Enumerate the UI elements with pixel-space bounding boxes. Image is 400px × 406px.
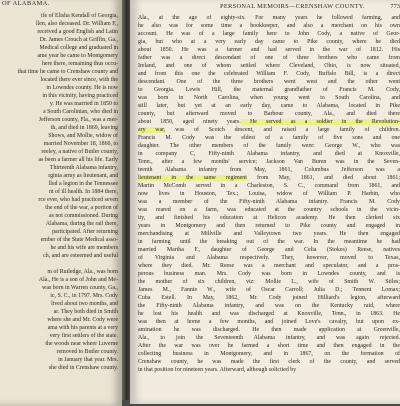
left-text-line: as not commissioned. During — [48, 213, 118, 219]
right-text-line — [138, 150, 400, 158]
left-text-line: reeley, a native of Butler county, — [41, 149, 118, 155]
left-text-line: y. He was married in 1850 to — [49, 101, 118, 107]
right-text-line — [138, 230, 400, 238]
right-text-line — [138, 294, 400, 302]
left-text-line: rce ever, who had practiced seven — [38, 197, 118, 203]
right-text-line — [138, 102, 400, 110]
left-text-line: the woods near where Luverne — [45, 341, 118, 347]
left-text-line: the end of the war, a portion of — [45, 205, 118, 211]
line-text: Francis M. Cody was the eldest of a family of five sons and one — [138, 135, 400, 141]
left-text-line: received a good English and Latin — [37, 29, 118, 35]
right-text-line — [138, 14, 400, 22]
line-text: he also was for some time a bookkeeper, and also a merchant on his own — [138, 23, 400, 29]
left-text-line: ember of the State Medical asso- — [40, 237, 118, 243]
left-text-line: removed to Butler county. — [56, 349, 118, 355]
line-text: was of Scotch descent, and raised a large family of children. — [165, 127, 400, 133]
left-text-line: she died in Crenshaw county. — [48, 365, 118, 371]
right-text-line — [138, 214, 400, 222]
right-text-line — [138, 38, 400, 46]
left-text-line: here there, remaining thus occu- — [41, 61, 118, 67]
highlighted-text: lieutenant in the same regiment — [138, 175, 247, 181]
left-text-line: lived about two months, and — [51, 301, 118, 307]
left-page — [0, 0, 122, 406]
left-text-line: participated. After returning — [52, 229, 118, 235]
right-text-line — [138, 198, 400, 206]
line-text: Cuba Estell. In May, 1862, Mr. Cody joined Hilliard's legion, afterward — [138, 295, 400, 301]
right-text-line — [138, 182, 400, 190]
left-text-line — [2, 260, 118, 268]
right-text-line — [138, 78, 400, 86]
line-text: perous business man. Mrs. Cody was born in Lowndes county, and is — [138, 271, 400, 277]
right-text-line — [138, 342, 400, 350]
left-text-line: ic, S. C., in 1797. Mrs. Cody — [50, 293, 118, 299]
left-text-line: Alabama, during the rail there, — [45, 221, 118, 227]
right-text-line — [138, 350, 400, 358]
line-text: he lost his health and was discharged at Knoxville, Tenn., in 1863. He — [138, 311, 400, 317]
right-text-line — [138, 286, 400, 294]
line-text: was born in North Carolina, when young went to South Carolina, and — [138, 95, 400, 101]
right-text-line — [138, 134, 400, 142]
right-text-line — [138, 318, 400, 326]
right-text-line — [138, 46, 400, 54]
right-text-line — [138, 246, 400, 254]
left-text-line: married November 18, 1860, to — [43, 141, 118, 147]
line-text: still later, but yet at an early day, came to Alabama, located in Pike — [138, 103, 400, 109]
left-text-line: Dr. James Crouch at Griffin, Ga., — [39, 37, 118, 43]
left-text-line: Medical college and graduated in — [39, 45, 118, 51]
left-text-line: in January that year. Mrs. — [58, 357, 118, 363]
left-text-line: lled a legion in the Tennessee — [48, 181, 118, 187]
line-text: James M., Fannie W., wife of Oscar Carroll; Julia D.; Tennent Lomax; — [138, 287, 400, 293]
line-text: now lives in Houston, Tex.; Louisa, widow of William P. Harbin, who — [138, 191, 400, 197]
line-text: the mother of six children, viz: Mollie L., wife of Smith W. Stiles; — [138, 279, 400, 285]
left-text-line: ame year he came to Montgomery — [37, 53, 118, 59]
line-text: of Virginia and Alabama respectively. They, however, moved to Texas, — [138, 255, 400, 261]
left-text-line: ch, and are esteemed and useful — [43, 253, 118, 259]
line-text: collecting business in Montgomery, and in 1867, on the formation of — [138, 351, 400, 357]
line-text: in that position for nineteen years. Afterward, although solicited by — [138, 367, 297, 373]
line-text: Ireland, and one of whom settled where Cleveland, Ohio, is now situated, — [138, 63, 400, 69]
left-text-line: rginia army as lieutenant, and — [48, 173, 118, 179]
line-text: the Fifty-ninth Alabama infantry, and was on the Kentucky raid, where — [138, 303, 400, 309]
line-text: Tenn., after a few months' service; Jackson Van Buren was in the Seven- — [138, 159, 400, 165]
line-text: and from this one the celebrated William F. Cody, Buffalo Bill, is a direct — [138, 71, 400, 77]
line-text: in farming until the breaking out of the war. In the meantime he had — [138, 239, 400, 245]
right-text-line — [138, 166, 400, 174]
line-text: merchandising at Millville and Valleytown two years. He then engaged — [138, 231, 400, 237]
left-text-line: very first settlers of the state. — [49, 333, 118, 339]
line-text: from May, 1861, and died about 1861; — [246, 175, 400, 181]
left-text-line: ama with his parents at a very — [47, 325, 118, 331]
right-text-line — [138, 158, 400, 166]
line-text: was reared on a farm, was educated at the country schools in the vicin- — [138, 207, 400, 213]
left-text-line: Ala., He is a son of John and Me- — [38, 277, 118, 283]
right-text-line — [138, 54, 400, 62]
line-text: in company C, Fifty-ninth Alabama infantry, and died at Knoxville, — [138, 151, 400, 157]
line-text: county, but afterward moved to Barbour county, Ala., and died there — [138, 111, 400, 117]
right-text-line — [138, 206, 400, 214]
right-text-line — [138, 278, 400, 286]
line-text: about 1850, aged ninety years. — [138, 119, 241, 125]
line-text: was a member of the Fifty-ninth Alabama infantry. Francis M. Cody — [138, 199, 400, 205]
line-text: Ala., to join the Seventeenth Alabama infantry, and was again rejected. — [138, 335, 400, 341]
line-text: account. He was of a large family here to John Cody, a native of Geor- — [138, 31, 400, 37]
line-text: gia, but who at a very early day came to Pike county, where he died — [138, 39, 400, 45]
left-text-line: Thirteenth Alabama infantry, — [49, 165, 118, 171]
left-text-line: ife of Elisha Kendall of Georgia, — [40, 13, 118, 19]
right-text-line — [138, 254, 400, 262]
left-text-line: a South Carolinian, who died in — [43, 109, 118, 115]
line-text: descendant. One of the three brothers went west and the other went — [138, 79, 400, 85]
highlighted-text: ary war, — [138, 127, 166, 133]
highlighted-text: He served as a soldier in the Revolution- — [240, 119, 400, 125]
right-text-line — [138, 94, 400, 102]
right-text-line — [138, 142, 400, 150]
line-text: Ala., at the age of eighty-six. For many years he followed farming, and — [138, 15, 400, 21]
left-text-line: Jefferson county, Fla., was a mer- — [38, 117, 118, 123]
right-page-text — [138, 14, 400, 374]
right-text-line — [138, 326, 400, 334]
line-text: about 1850. He was a farmer and had served in the war of 1812. His — [138, 47, 400, 53]
left-text-line: that time he came to Crenshaw county and — [17, 69, 118, 75]
left-text-line: nt of ill health. In 1884 there, — [48, 189, 118, 195]
right-text-line — [138, 238, 400, 246]
left-text-line: located there ever since, with the — [40, 77, 118, 83]
line-text: Crenshaw county, he was made the first clerk of the county, and served — [138, 359, 400, 365]
left-text-line: ar. They both died in Smith — [53, 309, 118, 315]
line-text: teenth Alabama infantry from May, 1861, Columbus Jefferson was a — [138, 167, 400, 173]
line-text: Martin McComb served in a Charleston, S. C., command from 1861, and — [138, 183, 400, 189]
right-text-line — [138, 110, 400, 118]
right-text-line — [138, 30, 400, 38]
left-page-text — [2, 12, 118, 372]
left-text-line: llen, also deceased. Dr. William F., — [36, 21, 118, 27]
line-text: where they died. Mr. Reese was a merchant and speculator, and a pros- — [138, 263, 400, 269]
line-text: to Georgia. Lewis Hill, the maternal grandfather of Francis M. Cody, — [138, 87, 400, 93]
right-text-line — [138, 22, 400, 30]
right-text-line — [138, 190, 400, 198]
left-text-line: was born in Warren county, Ga., — [42, 285, 118, 291]
line-text: amination he was discharged. He then made application at Greenville, — [138, 327, 400, 333]
line-text: daughter. The other members of the family were: George W., who was — [138, 143, 400, 149]
right-text-line — [138, 70, 400, 78]
line-text: After the war was over he farmed a short time and then engaged in the — [138, 343, 400, 349]
line-text: father was a direct descendant of one of three brothers who came from — [138, 55, 400, 61]
line-text: was then at home a few months, and joined Love's cavalry, but upon ex- — [138, 319, 400, 325]
left-text-line: m of Rutledge, Ala., was born — [47, 269, 118, 275]
left-text-line: as been a farmer all his life. Early — [38, 157, 118, 163]
right-text-line — [138, 358, 400, 366]
right-text-line — [138, 334, 400, 342]
right-text-line — [138, 310, 400, 318]
right-text-line — [138, 222, 400, 230]
right-text-line — [138, 174, 400, 182]
left-text-line: in this vicinity, having practiced — [42, 93, 118, 99]
line-text: years in Montgomery and then returned to Pike county and engaged in — [138, 223, 400, 229]
line-text: ity, and finished his education at Helicon academy. He then clerked six — [138, 215, 400, 221]
left-text-line: th, and died in 1869, leaving — [50, 125, 118, 131]
right-text-line — [138, 302, 400, 310]
left-text-line: in Lowndes county. He is now — [46, 85, 118, 91]
right-text-line — [138, 262, 400, 270]
running-head-title: PERSONAL MEMOIRS—CRENSHAW COUNTY. — [220, 3, 365, 10]
left-text-line: Shows, and Mollie, widow of — [48, 133, 118, 139]
right-text-line — [138, 366, 400, 374]
left-page-header: OF ALABAMA. — [2, 0, 50, 7]
left-text-line: where she and Mr. Cody were — [47, 317, 118, 323]
right-text-line — [138, 270, 400, 278]
right-text-line — [138, 86, 400, 94]
page-number: 773 — [390, 3, 400, 10]
right-text-line — [138, 118, 400, 126]
line-text: married Martha F., daughter of George and Celia (Stokes) Reese, natives — [138, 247, 400, 253]
left-text-line: he and his wife are members — [50, 245, 118, 251]
right-page — [130, 0, 400, 404]
right-text-line — [138, 62, 400, 70]
right-text-line — [138, 126, 400, 134]
